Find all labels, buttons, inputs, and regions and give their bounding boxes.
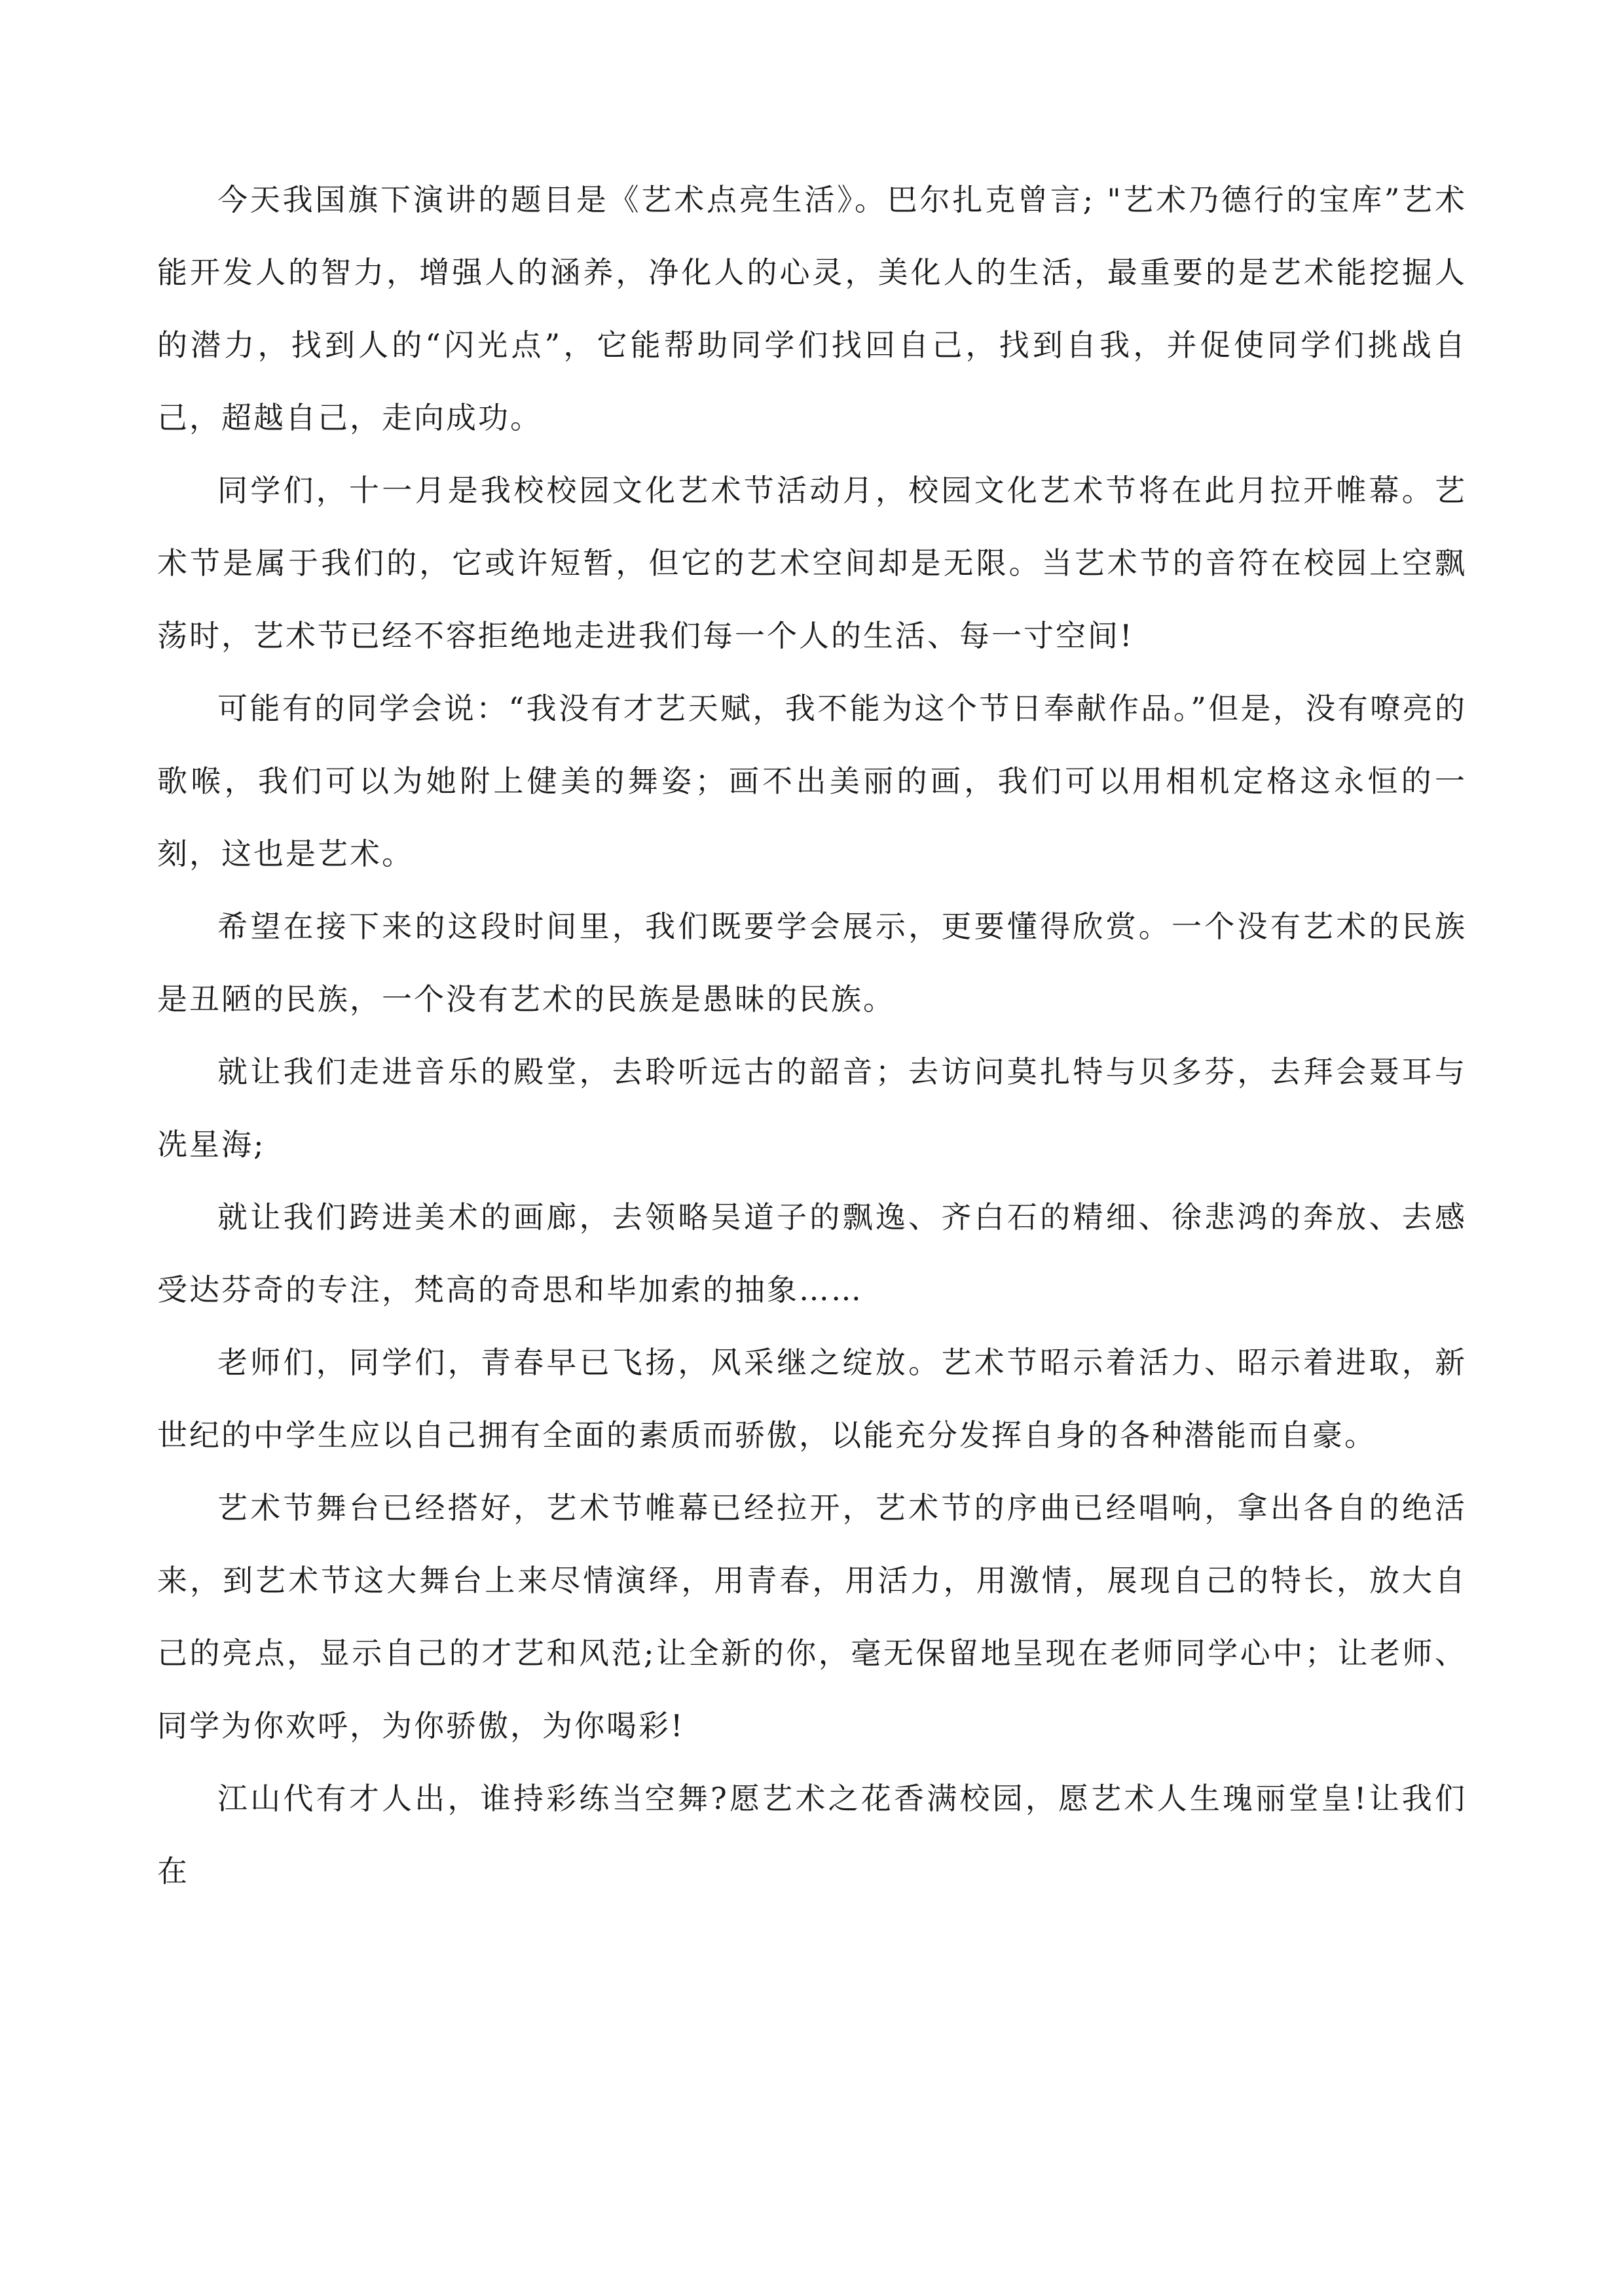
paragraph-2: 同学们，十一月是我校校园文化艺术节活动月，校园文化艺术节将在此月拉开帷幕。艺术节是属于我们的，它或许短暂，但它的艺术空间却是无限。当艺术节的音符在校园上空飘荡时，艺术节已经不容拒绝地走进我们每一个人的生活、每一寸空间!	[157, 473, 1467, 653]
paragraph-9: 江山代有才人出，谁持彩练当空舞?愿艺术之花香满校园，愿艺术人生瑰丽堂皇!让我们在	[157, 1781, 1467, 1889]
paragraph-3: 可能有的同学会说：“我没有才艺天赋，我不能为这个节日奉献作品。”但是，没有嘹亮的歌喉，我们可以为她附上健美的舞姿；画不出美丽的画，我们可以用相机定格这永恒的一刻，这也是艺术。	[157, 691, 1467, 871]
paragraph-4: 希望在接下来的这段时间里，我们既要学会展示，更要懂得欣赏。一个没有艺术的民族是丑陋的民族，一个没有艺术的民族是愚昧的民族。	[157, 909, 1467, 1017]
paragraph-1: 今天我国旗下演讲的题目是《艺术点亮生活》。巴尔扎克曾言; "艺术乃德行的宝库”艺术能开发人的智力，增强人的涵养，净化人的心灵，美化人的生活，最重要的是艺术能挖掘人的潜力，找到人的“闪光点”，它能帮助同学们找回自己，找到自我，并促使同学们挑战自己，超越自己，走向成功。	[157, 182, 1467, 435]
speech-text	[157, 164, 1467, 1908]
paragraph-7: 老师们，同学们，青春早已飞扬，风采继之绽放。艺术节昭示着活力、昭示着进取，新世纪的中学生应以自己拥有全面的素质而骄傲，以能充分发挥自身的各种潜能而自豪。	[157, 1345, 1467, 1453]
paragraph-6: 就让我们跨进美术的画廊，去领略吴道子的飘逸、齐白石的精细、徐悲鸿的奔放、去感受达芬奇的专注，梵高的奇思和毕加索的抽象……	[157, 1199, 1467, 1307]
paragraph-8: 艺术节舞台已经搭好，艺术节帷幕已经拉开，艺术节的序曲已经唱响，拿出各自的绝活来，到艺术节这大舞台上来尽情演绎，用青春，用活力，用激情，展现自己的特长，放大自己的亮点，显示自己的才艺和风范;让全新的你，毫无保留地呈现在老师同学心中；让老师、同学为你欢呼，为你骄傲，为你喝彩!	[157, 1490, 1467, 1743]
paragraph-5: 就让我们走进音乐的殿堂，去聆听远古的韶音；去访问莫扎特与贝多芬，去拜会聂耳与冼星海;	[157, 1054, 1467, 1162]
